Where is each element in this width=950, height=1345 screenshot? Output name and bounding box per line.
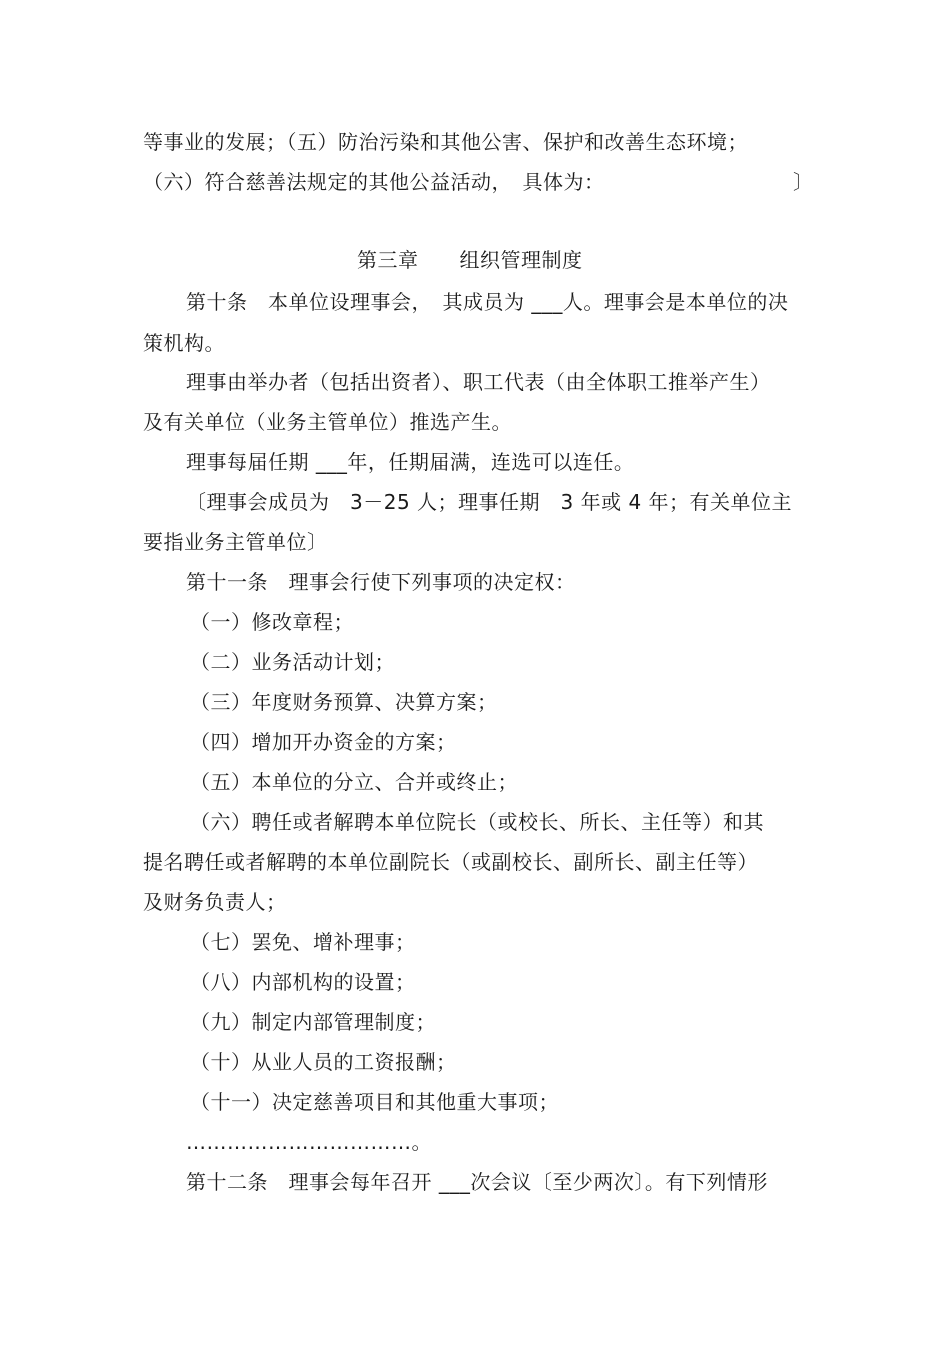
text-line: 第十条 本单位设理事会， 其成员为 ___人。理事会是本单位的决 [186, 290, 789, 314]
list-item: （二）业务活动计划； [190, 650, 395, 674]
list-item: （五）本单位的分立、合并或终止； [190, 770, 518, 794]
list-item: （七）罢免、增补理事； [190, 930, 416, 954]
closing-bracket: 〕 [793, 170, 813, 194]
list-item: （三）年度财务预算、决算方案； [190, 690, 498, 714]
text-line: 等事业的发展；（五）防治污染和其他公害、保护和改善生态环境； [143, 130, 748, 154]
text-line: （六）符合慈善法规定的其他公益活动， 具体为： [143, 170, 605, 194]
text-line: 及财务负责人； [143, 890, 287, 914]
text-line: 理事由举办者（包括出资者）、职工代表（由全体职工推举产生） [186, 370, 771, 394]
text-line: 及有关单位（业务主管单位）推选产生。 [143, 410, 512, 434]
list-item: （十一）决定慈善项目和其他重大事项； [190, 1090, 559, 1114]
text-line: 理事每届任期 ___年，任期届满，连选可以连任。 [186, 450, 635, 474]
text-line: 第十二条 理事会每年召开 ___次会议〔至少两次〕。有下列情形 [186, 1170, 768, 1194]
list-item: （一）修改章程； [190, 610, 354, 634]
list-item: （四）增加开办资金的方案； [190, 730, 457, 754]
list-item: （八）内部机构的设置； [190, 970, 416, 994]
list-item: （九）制定内部管理制度； [190, 1010, 436, 1034]
text-line: 策机构。 [143, 331, 225, 355]
ellipsis-line: ……………………………。 [186, 1130, 432, 1154]
text-line: 〔理事会成员为 3－25 人；理事任期 3 年或 4 年；有关单位主 [186, 490, 793, 514]
chapter-title: 第三章 组织管理制度 [357, 248, 583, 272]
text-line: 要指业务主管单位〕 [143, 530, 328, 554]
list-item: （六）聘任或者解聘本单位院长（或校长、所长、主任等）和其 [190, 810, 764, 834]
text-line: 第十一条 理事会行使下列事项的决定权： [186, 570, 576, 594]
list-item: （十）从业人员的工资报酬； [190, 1050, 457, 1074]
text-line: 提名聘任或者解聘的本单位副院长（或副校长、副所长、副主任等） [143, 850, 758, 874]
